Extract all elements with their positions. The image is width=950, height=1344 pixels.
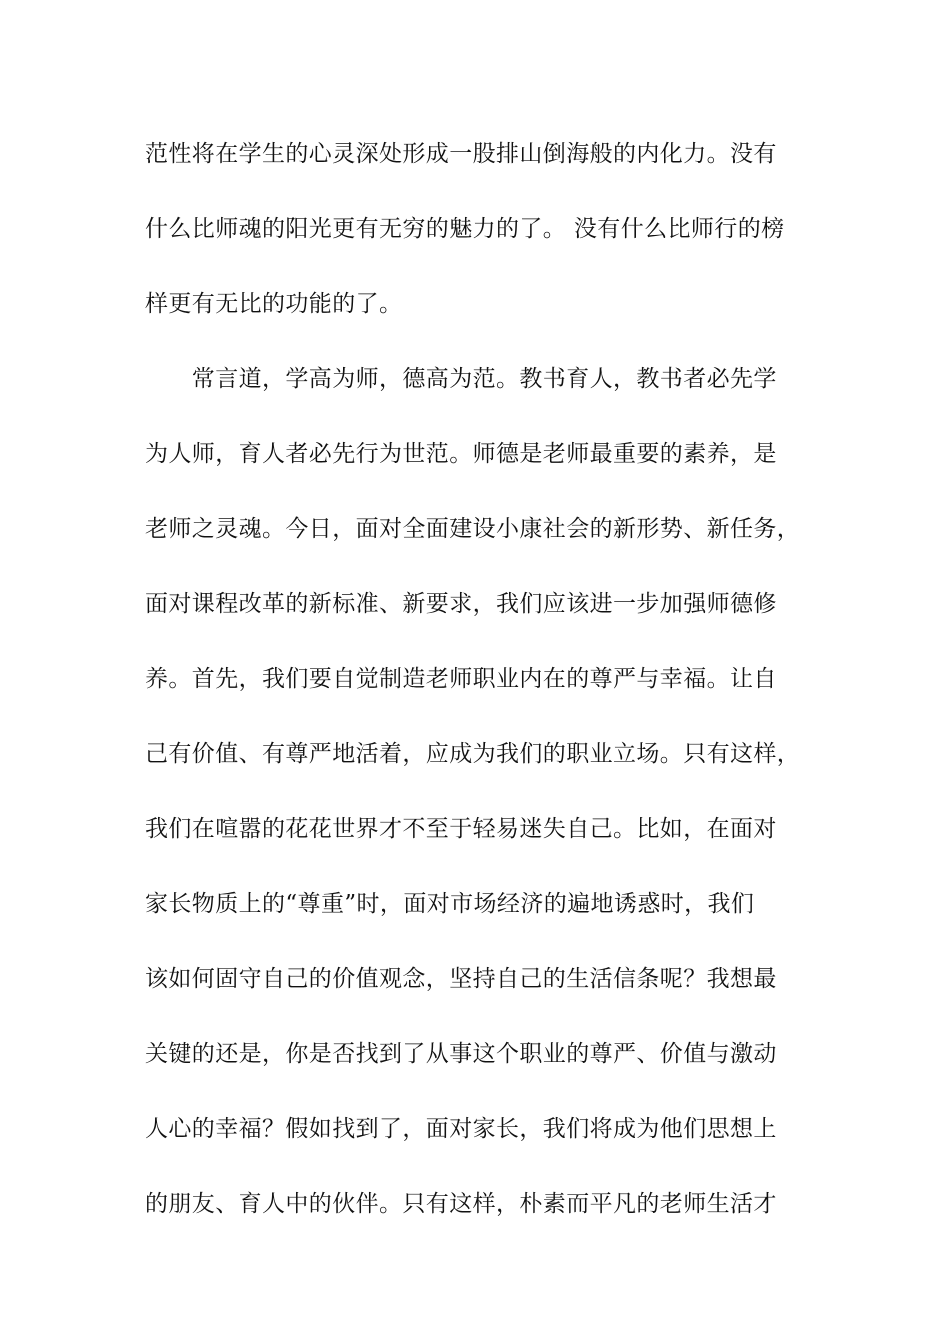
text-line: 养。首先，我们要自觉制造老师职业内在的尊严与幸福。让自 [145, 666, 777, 692]
text-line: 面对课程改革的新标准、新要求，我们应该进一步加强师德修 [145, 591, 777, 617]
text-line: 我们在喧嚣的花花世界才不至于轻易迷失自己。比如，在面对 [145, 816, 777, 842]
text-line: 该如何固守自己的价值观念，坚持自己的生活信条呢？我想最 [145, 966, 777, 992]
text-line: 什么比师魂的阳光更有无穷的魅力的了。 没有什么比师行的榜 [145, 216, 785, 242]
body-text [145, 134, 825, 1259]
text-line: 关键的还是，你是否找到了从事这个职业的尊严、价值与激动 [145, 1041, 777, 1067]
text-line: 人心的幸福？假如找到了，面对家长，我们将成为他们思想上 [145, 1116, 777, 1142]
text-line: 的朋友、育人中的伙伴。只有这样，朴素而平凡的老师生活才 [145, 1191, 777, 1217]
text-line: 样更有无比的功能的了。 [145, 291, 403, 317]
text-line: 己有价值、有尊严地活着，应成为我们的职业立场。只有这样， [145, 741, 801, 767]
text-line: 家长物质上的“尊重”时，面对市场经济的遍地诱惑时，我们 [145, 891, 755, 917]
text-line: 范性将在学生的心灵深处形成一股排山倒海般的内化力。没有 [145, 141, 777, 167]
text-line: 为人师，育人者必先行为世范。师德是老师最重要的素养，是 [145, 441, 777, 467]
text-line: 老师之灵魂。今日，面对全面建设小康社会的新形势、新任务， [145, 516, 801, 542]
text-line: 常言道，学高为师，德高为范。教书育人，教书者必先学 [145, 366, 777, 392]
